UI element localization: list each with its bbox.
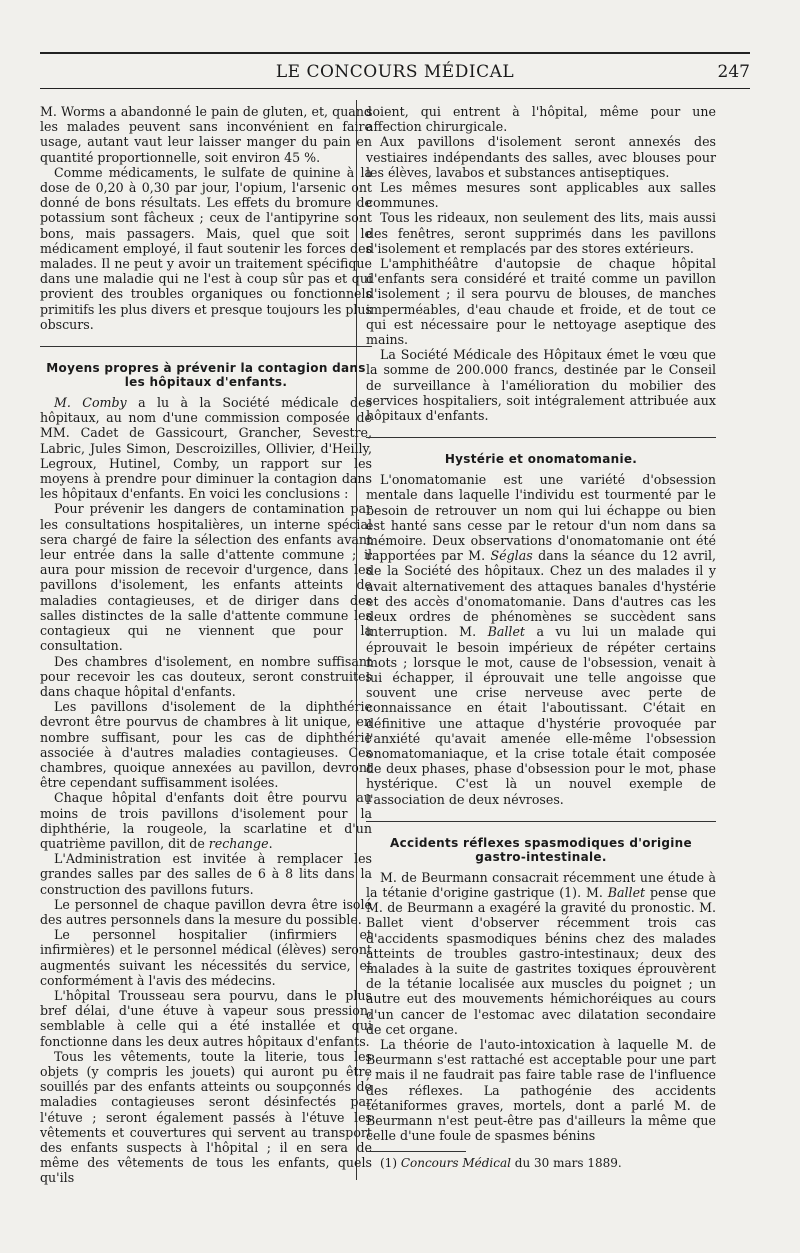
left-column: [40, 104, 372, 1186]
paragraph: [40, 790, 372, 851]
paragraph: Le personnel de chaque pavillon devra être isolé des autres personnels dans la mesure du possible.: [40, 896, 372, 927]
section-rule: [366, 437, 716, 438]
paragraph: M. Worms a abandonné le pain de gluten, et, quand les malades peuvent sans inconvénient en faire usage, autant vaut leur laisser manger du pain en quantité proportionnelle, soit environ 45 %.: [40, 104, 372, 165]
footnote-text: du 30 mars 1889.: [510, 1156, 622, 1171]
footnote-rule: [366, 1151, 466, 1152]
paragraph: L'Administration est invitée à remplacer les grandes salles par des salles de 6 à 8 lits dans la construction des pavillons futurs.: [40, 851, 372, 897]
paragraph: [40, 395, 372, 501]
journal-title: LE CONCOURS MÉDICAL: [275, 62, 515, 82]
paragraph: L'amphithéâtre d'autopsie de chaque hôpital d'enfants sera considéré et traité comme un pavillon d'isolement ; il sera pourvu de blouses, de manches imperméables, d'eau chaude et froide, et de tout ce qui est nécessaire pour le nettoyage aseptique des mains.: [366, 256, 716, 348]
page-number: 247: [717, 62, 750, 82]
section-heading: Hystérie et onomatomanie.: [444, 452, 638, 467]
section-rule: [366, 821, 716, 822]
paragraph-text: a lu à la Société médicale des hôpitaux, au nom d'une commission composée de MM. Cadet de Gassicourt, Grancher, Sevestre, Labric, Jules Simon, Descroizilles, Ollivier, d'Heilly, Legroux, Hutinel, Comby, un rapport sur les moyens à prendre pour diminuer la contagion dans les hôpitaux d'enfants. En voici les conclusions :: [40, 395, 372, 502]
footnote: [366, 1156, 716, 1170]
author-name: Ballet: [487, 624, 525, 640]
paragraph: L'hôpital Trousseau sera pourvu, dans le plus bref délai, d'une étuve à vapeur sous pression, semblable à celle qui a été installée et qui fonctionne dans les deux autres hôpitaux d'enfants.: [40, 987, 372, 1049]
paragraph: Les mêmes mesures sont applicables aux salles communes.: [366, 180, 716, 211]
paragraph: Pour prévenir les dangers de contamination par les consultations hospitalières, un interne spécial sera chargé de faire la sélection des enfants avant leur entrée dans la salle d'attente commune ; il aura pour mission de recevoir d'urgence, dans les pavillons d'isolement, les enfants atteints de maladies contagieuses, et de diriger dans des salles distinctes de la salle d'attente commune les contagieux qui ne viennent que pour la consultation.: [40, 501, 372, 654]
paragraph-text: a vu lui un malade qui éprouvait le besoin impérieux de répéter certains mots ; lorsque le mot, cause de l'obsession, venait à lui échapper, il éprouvait une telle angoisse que souvent une crise nerveuse avec perte de connaissance en était l'aboutissant. C'était en définitive une attaque d'hystérie provoquée par l'anxiété qu'avait amenée elle-même l'obsession onomatomaniaque, et la crise totale était composée de deux phases, phase d'obsession pour le mot, phase hystérique. C'est là un nouvel exemple de l'association de deux névroses.: [366, 624, 716, 807]
paragraph: soient, qui entrent à l'hôpital, même pour une affection chirurgicale.: [366, 104, 716, 135]
paragraph-text: Chaque hôpital d'enfants doit être pourvu au moins de trois pavillons d'isolement pour la diphthérie, la rougeole, la scarlatine et d'un quatrième pavillon, dit de: [40, 790, 372, 851]
paragraph: La théorie de l'auto-intoxication à laquelle M. de Beurmann s'est rattaché est acceptable pour une part ; mais il ne faudrait pas faire table rase de l'influence des réflexes. La pathogénie des accidents tétaniformes graves, mortels, dont a parlé M. de Beurmann n'est peut-être pas d'ailleurs la même que celle d'une foule de spasmes bénins: [366, 1036, 716, 1144]
footnote-marker: (1): [380, 1156, 401, 1171]
header-rule: [40, 88, 750, 89]
paragraph: La Société Médicale des Hôpitaux émet le vœu que la somme de 200.000 francs, destinée par le Conseil de surveillance à l'amélioration du mobilier des services hospitaliers, soit intégralement attribuée aux hôpitaux d'enfants.: [366, 347, 716, 424]
paragraph-text: pense que M. de Beurmann a exagéré la gravité du pronostic. M. Ballet vient d'observer récemment trois cas d'accidents spasmodiques bénins chez des malades atteints de troubles gastro-intestinaux; deux des malades à la suite de gastrites toxiques éprouvèrent de la tétanie localisée aux muscles du poignet ; un autre eut des mouvements hémichoréiques au cours d'un cancer de l'estomac avec dilatation secondaire de cet organe.: [366, 884, 716, 1037]
paragraph: Tous les vêtements, toute la literie, tous les objets (y compris les jouets) qui auront pu être souillés par des enfants atteints ou soupçonnés de maladies contagieuses seront désinfectés par l'étuve ; seront également passés à l'étuve les vêtements et couvertures qui servent au transport des enfants suspects à l'hôpital ; il en sera de même des vêtements de tous les enfants, quels qu'ils: [40, 1048, 372, 1186]
paragraph: Le personnel hospitalier (infirmiers et infirmières) et le personnel médical (élèves) seront augmentés suivant les nécessités du service, et conformément à l'avis des médecins.: [40, 927, 372, 988]
paragraph-text: dans la séance du 12 avril, de la Société des hôpitaux. Chez un des malades il y avait alternativement des attaques banales d'hystérie et des accès d'onomatomanie. Dans d'autres cas les deux ordres de phénomènes se succèdent sans interruption. M.: [366, 548, 717, 640]
top-rule: [40, 52, 750, 54]
author-name: Séglas: [490, 548, 533, 564]
paragraph: [366, 472, 716, 806]
right-column: [366, 104, 716, 1170]
section-rule: [40, 346, 372, 347]
running-header: [40, 60, 750, 86]
paragraph: Des chambres d'isolement, en nombre suffisant pour recevoir les cas douteux, seront construites dans chaque hôpital d'enfants.: [40, 653, 372, 699]
paragraph: Les pavillons d'isolement de la diphthérie devront être pourvus de chambres à lit unique, en nombre suffisant, pour les cas de diphthérie associée à d'autres maladies contagieuses. Ces chambres, quoique annexées au pavillon, devront être cependant suffisamment isolées.: [40, 699, 372, 791]
paragraph: Aux pavillons d'isolement seront annexés des vestiaires indépendants des salles, avec blouses pour les élèves, lavabos et substances antiseptiques.: [366, 134, 716, 180]
footnote-source: Concours Médical: [400, 1156, 511, 1171]
paragraph: Tous les rideaux, non seulement des lits, mais aussi des fenêtres, seront supprimés dans les pavillons d'isolement et remplacés par des stores extérieurs.: [366, 210, 716, 256]
author-name: M. Comby: [54, 395, 127, 411]
paragraph-text: .: [268, 835, 273, 851]
section-heading: Accidents réflexes spasmodiques d'origine gastro-intestinale.: [390, 835, 692, 864]
emphasis: rechange: [208, 835, 269, 851]
section-heading: Moyens propres à prévenir la contagion dans les hôpitaux d'enfants.: [46, 361, 366, 390]
author-name: Ballet: [607, 884, 646, 900]
paragraph: Comme médicaments, le sulfate de quinine à la dose de 0,20 à 0,30 par jour, l'opium, l'arsenic ont donné de bons résultats. Les effets du bromure de potassium sont fâcheux ; ceux de l'antipyrine sont bons, mais passagers. Mais, quel que soit le médicament employé, il faut soutenir les forces des malades. Il ne peut y avoir un traitement spécifique dans une maladie qui ne l'est à coup sûr pas et qui provient des troubles organiques ou fonctionnels primitifs les plus divers et presque toujours les plus obscurs.: [40, 164, 372, 332]
paragraph-text: M. de Beurmann consacrait récemment une étude à la tétanie d'origine gastrique (1). M.: [366, 869, 716, 900]
paragraph-text: L'onomatomanie est une variété d'obsession mentale dans laquelle l'individu est tourmenté par le besoin de retrouver un nom qui lui échappe ou bien est hanté sans cesse par le retour d'un nom dans sa mémoire. Deux observations d'onomatomanie ont été rapportées par M.: [366, 472, 716, 564]
paragraph: [366, 870, 716, 1037]
